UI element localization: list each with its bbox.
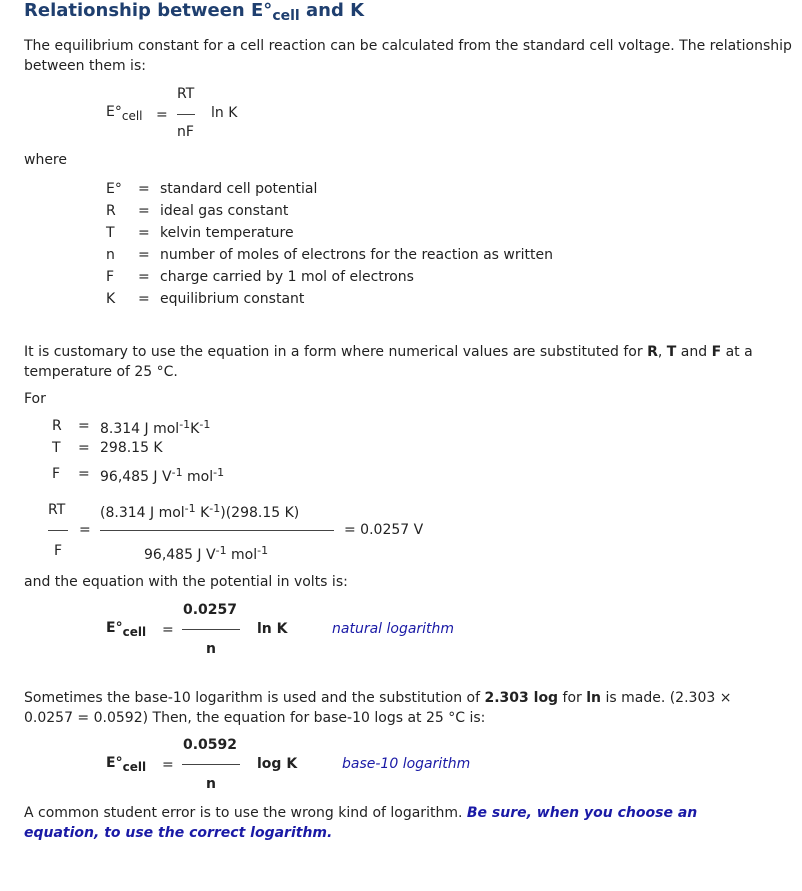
def-text: equilibrium constant (160, 291, 305, 307)
eq3-equals: = (162, 622, 174, 638)
for-label: For (24, 391, 46, 407)
eq4-note: base-10 logarithm (342, 756, 471, 772)
eq1-fraction-bar (177, 114, 195, 115)
def-symbol: R (106, 203, 116, 219)
eq1-equals: = (156, 107, 168, 123)
eq1-lhs: $E^\circ_{cell}$ (106, 104, 143, 123)
const-value: 96,485 J $V^{-1}$ mol$^{-1}$ (100, 466, 225, 485)
const-equals: = (78, 466, 90, 482)
eq4-numerator: 0.0592 (183, 737, 238, 753)
eq2-equals: = (79, 522, 91, 538)
def-equals: = (138, 269, 150, 285)
const-equals: = (78, 418, 90, 434)
customary-paragraph: It is customary to use the equation in a form where numerical values are substituted for R, T and F at a temperature of 25 °C. (24, 344, 753, 380)
page-title: Relationship between $E^\circ_{cell}$ and K (24, 0, 365, 24)
def-text: standard cell potential (160, 181, 318, 197)
def-symbol: F (106, 269, 115, 285)
def-text: charge carried by 1 mol of electrons (160, 269, 414, 285)
def-text: number of moles of electrons for the reaction as written (160, 247, 553, 263)
const-equals: = (78, 440, 90, 456)
eq2-result: = 0.0257 V (344, 522, 424, 538)
def-equals: = (138, 203, 150, 219)
where-label: where (24, 152, 67, 168)
eq2-left-denominator: F (54, 543, 63, 559)
eq1-rhs: ln K (211, 105, 238, 121)
const-value: 298.15 K (100, 440, 163, 456)
def-equals: = (138, 291, 150, 307)
eq4-equals: = (162, 757, 174, 773)
eq4-lhs: $E^\circ_{cell}$ (106, 755, 147, 774)
eq2-denominator: 96,485 J $V^{-1}$ mol$^{-1}$ (144, 544, 269, 563)
eq1-numerator: RT (177, 86, 195, 102)
eq3-denominator: n (206, 641, 216, 657)
def-text: ideal gas constant (160, 203, 289, 219)
def-equals: = (138, 247, 150, 263)
eq4-rhs: log K (257, 756, 298, 772)
def-equals: = (138, 225, 150, 241)
eq1-denominator: nF (177, 124, 194, 140)
def-symbol: T (106, 225, 115, 241)
eq2-left-numerator: RT (48, 502, 66, 518)
eq2-numerator: (8.314 J mol$^{-1}$ $K^{-1})(298.15$ K) (100, 502, 300, 521)
def-symbol: E° (106, 181, 122, 197)
const-value: 8.314 J $mol^{-1}K^{-1}$ (100, 418, 211, 437)
base10-paragraph: Sometimes the base-10 logarithm is used and the substitution of 2.303 log for ln is made. (2.303 × 0.0257 = 0.0592) Then, the equation for base-10 logs at 25 °C is: (24, 690, 732, 726)
eq2-fraction-bar (100, 530, 334, 531)
const-symbol: R (52, 418, 62, 434)
intro-paragraph: The equilibrium constant for a cell reaction can be calculated from the standard cell voltage. The relationship between them is: (24, 38, 792, 74)
def-text: kelvin temperature (160, 225, 294, 241)
eq3-rhs: ln K (257, 621, 288, 637)
eq4-denominator: n (206, 776, 216, 792)
const-symbol: T (52, 440, 61, 456)
const-symbol: F (52, 466, 61, 482)
eq3-numerator: 0.0257 (183, 602, 238, 618)
eq3-note: natural logarithm (332, 621, 455, 637)
eq2-left-bar (48, 530, 68, 531)
def-symbol: K (106, 291, 116, 307)
def-symbol: n (106, 247, 115, 263)
eq3-lhs: $E^\circ_{cell}$ (106, 620, 147, 639)
eq3-fraction-bar (182, 629, 240, 630)
error-paragraph: A common student error is to use the wrong kind of logarithm. Be sure, when you choose an equation, to use the correct logarithm. (24, 805, 698, 841)
eq4-fraction-bar (182, 764, 240, 765)
volts-text: and the equation with the potential in volts is: (24, 574, 348, 590)
def-equals: = (138, 181, 150, 197)
